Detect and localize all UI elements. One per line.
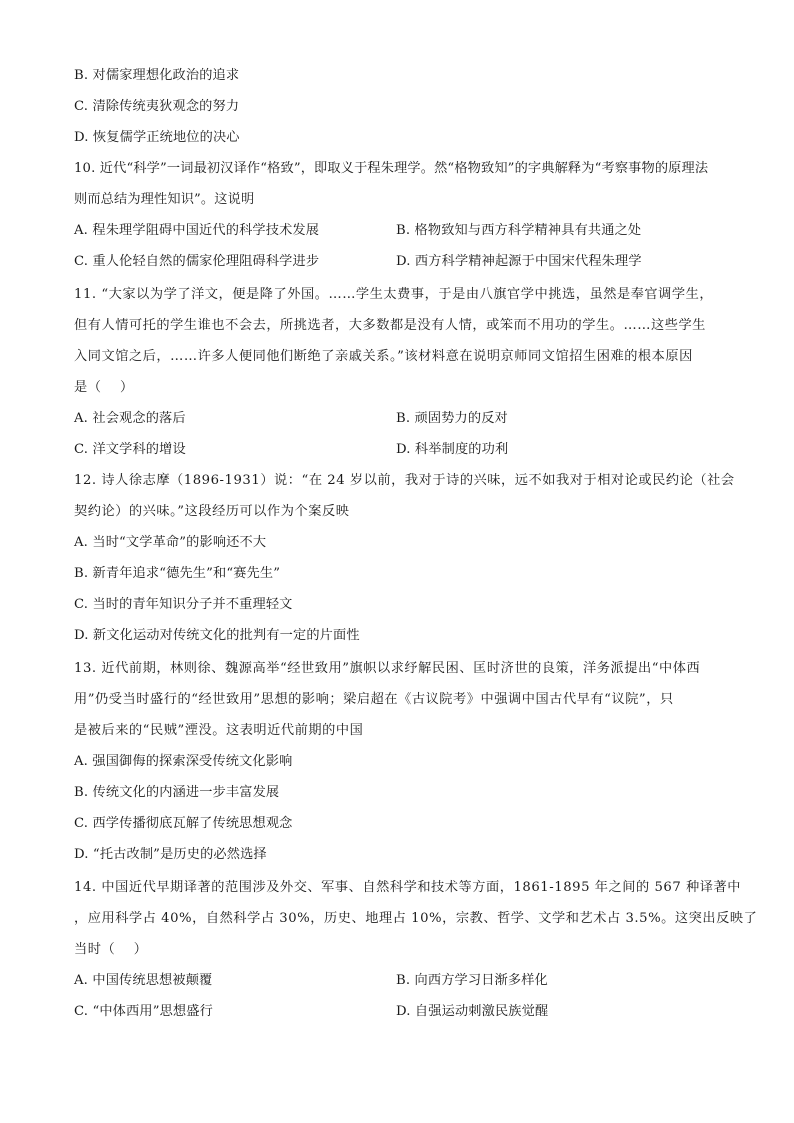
- q14-option-a: A. 中国传统思想被颠覆: [74, 973, 213, 988]
- q11-stem-line-4: 是（ ）: [74, 380, 134, 395]
- q12-stem-line-2: 契约论）的兴味。”这段经历可以作为个案反映: [74, 504, 350, 519]
- q9-option-d: D. 恢复儒学正统地位的决心: [74, 130, 240, 145]
- q13-stem-line-3: 是被后来的“民贼”湮没。这表明近代前期的中国: [74, 723, 364, 738]
- q12-option-c: C. 当时的青年知识分子并不重理轻文: [74, 597, 293, 612]
- q9-option-c: C. 清除传统夷狄观念的努力: [74, 99, 240, 114]
- q13-stem-line-2: 用”仍受当时盛行的“经世致用”思想的影响；梁启超在《古议院考》中强调中国古代早有“议院”，只: [74, 692, 674, 707]
- q13-option-d: D. “托古改制”是历史的必然选择: [74, 847, 267, 862]
- q11-option-b: B. 顽固势力的反对: [396, 411, 508, 426]
- q10-option-b: B. 格物致知与西方科学精神具有共通之处: [396, 223, 642, 238]
- q13-option-b: B. 传统文化的内涵进一步丰富发展: [74, 785, 280, 800]
- q14-stem-line-2: ，应用科学占 40%，自然科学占 30%，历史、地理占 10%，宗教、哲学、文学和艺术占 3.5%。这突出反映了: [74, 911, 758, 926]
- q13-option-c: C. 西学传播彻底瓦解了传统思想观念: [74, 816, 293, 831]
- q13-option-a: A. 强国御侮的探索深受传统文化影响: [74, 754, 293, 769]
- q11-option-d: D. 科举制度的功利: [396, 442, 509, 457]
- q11-stem-line-3: 入同文馆之后，……许多人便同他们断绝了亲戚关系。”该材料意在说明京师同文馆招生困难的根本原因: [74, 349, 693, 364]
- q11-option-a: A. 社会观念的落后: [74, 411, 186, 426]
- q14-stem-line-1: 14. 中国近代早期译著的范围涉及外交、军事、自然科学和技术等方面，1861-1895 年之间的 567 种译著中: [74, 880, 741, 895]
- q10-option-a: A. 程朱理学阻碍中国近代的科学技术发展: [74, 223, 320, 238]
- q14-option-c: C. “中体西用”思想盛行: [74, 1004, 213, 1019]
- q11-option-c: C. 洋文学科的增设: [74, 442, 186, 457]
- q12-option-b: B. 新青年追求“德先生”和“赛先生”: [74, 566, 281, 581]
- q14-stem-line-3: 当时（ ）: [74, 942, 148, 957]
- q12-option-a: A. 当时“文学革命”的影响还不大: [74, 535, 267, 550]
- q10-option-c: C. 重人伦轻自然的儒家伦理阻碍科学进步: [74, 254, 320, 269]
- q12-option-d: D. 新文化运动对传统文化的批判有一定的片面性: [74, 628, 360, 643]
- q12-stem-line-1: 12. 诗人徐志摩（1896-1931）说：“在 24 岁以前，我对于诗的兴味，远不如我对于相对论或民约论（社会: [74, 473, 735, 488]
- q10-option-d: D. 西方科学精神起源于中国宋代程朱理学: [396, 254, 642, 269]
- q9-option-b: B. 对儒家理想化政治的追求: [74, 68, 240, 83]
- q10-stem-line-1: 10. 近代“科学”一词最初汉译作“格致”，即取义于程朱理学。然“格物致知”的字典解释为“考察事物的原理法: [74, 161, 709, 176]
- q11-stem-line-2: 但有人情可托的学生谁也不会去，所挑选者，大多数都是没有人情，或笨而不用功的学生。……这些学生: [74, 318, 706, 333]
- q14-option-d: D. 自强运动刺激民族觉醒: [396, 1004, 549, 1019]
- q14-option-b: B. 向西方学习日渐多样化: [396, 973, 548, 988]
- q11-stem-line-1: 11. “大家以为学了洋文，便是降了外国。……学生太费事，于是由八旗官学中挑选，虽然是奉官调学生，: [74, 287, 714, 302]
- q10-stem-line-2: 则而总结为理性知识”。这说明: [74, 192, 255, 207]
- q13-stem-line-1: 13. 近代前期，林则徐、魏源高举“经世致用”旗帜以求纾解民困、匡时济世的良策，洋务派提出“中体西: [74, 661, 701, 676]
